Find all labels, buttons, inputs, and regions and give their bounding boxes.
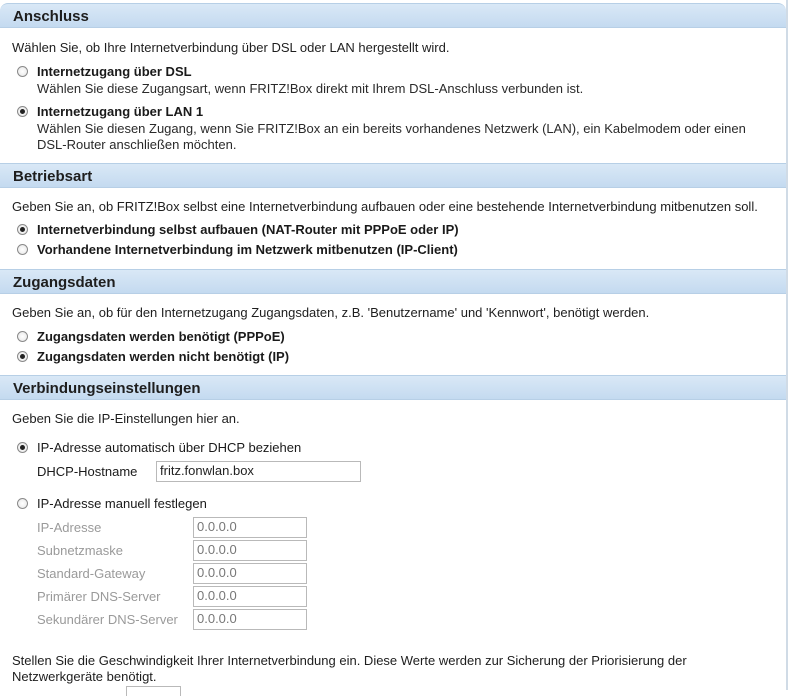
radio-lan-label[interactable]: Internetzugang über LAN 1 [37,104,204,119]
subnet-mask-input[interactable]: 0.0.0.0 [193,540,307,561]
zugangsdaten-description: Geben Sie an, ob für den Internetzugang Zugangsdaten, z.B. 'Benutzername' und 'Kennwort', benötigt werden. [12,305,650,320]
ip-address-label: IP-Adresse [37,520,102,535]
radio-ip-label[interactable]: Zugangsdaten werden nicht benötigt (IP) [37,349,290,364]
radio-lan[interactable] [17,106,28,117]
betriebsart-description: Geben Sie an, ob FRITZ!Box selbst eine Internetverbindung aufbauen oder eine bestehende Internetverbindung mitbenutzen soll. [12,199,758,214]
anschluss-description: Wählen Sie, ob Ihre Internetverbindung über DSL oder LAN hergestellt wird. [12,40,450,55]
radio-manual-ip[interactable] [17,498,28,509]
default-gateway-input[interactable]: 0.0.0.0 [193,563,307,584]
radio-ip-client-label[interactable]: Vorhandene Internetverbindung im Netzwerk mitbenutzen (IP-Client) [37,242,458,257]
ip-address-input[interactable]: 0.0.0.0 [193,517,307,538]
radio-dhcp-label[interactable]: IP-Adresse automatisch über DHCP beziehen [37,440,302,455]
verbindung-description: Geben Sie die IP-Einstellungen hier an. [12,411,240,426]
dhcp-hostname-label: DHCP-Hostname [37,464,138,479]
radio-dsl[interactable] [17,66,28,77]
speed-description-line2: Netzwerkgeräte benötigt. [12,669,157,684]
radio-lan-description-line2: DSL-Router anschließen möchten. [37,137,237,152]
radio-ip[interactable] [17,351,28,362]
primary-dns-input[interactable]: 0.0.0.0 [193,586,307,607]
radio-nat-router-label[interactable]: Internetverbindung selbst aufbauen (NAT-Router mit PPPoE oder IP) [37,222,459,237]
radio-lan-description-line1: Wählen Sie diesen Zugang, wenn Sie FRITZ!Box an ein bereits vorhandenes Netzwerk (LAN), ein Kabelmodem oder einen [37,121,746,136]
radio-pppoe[interactable] [17,331,28,342]
radio-pppoe-label[interactable]: Zugangsdaten werden benötigt (PPPoE) [37,329,285,344]
subnet-mask-label: Subnetzmaske [37,543,123,558]
speed-input-partial[interactable] [126,686,181,696]
section-header-betriebsart: Betriebsart [0,163,786,188]
section-header-zugangsdaten: Zugangsdaten [0,269,786,294]
default-gateway-label: Standard-Gateway [37,566,146,581]
speed-description-line1: Stellen Sie die Geschwindigkeit Ihrer Internetverbindung ein. Diese Werte werden zur Sicherung der Priorisierung der [12,653,687,668]
section-header-verbindungseinstellungen: Verbindungseinstellungen [0,375,786,400]
primary-dns-label: Primärer DNS-Server [37,589,161,604]
secondary-dns-label: Sekundärer DNS-Server [37,612,178,627]
radio-dsl-label[interactable]: Internetzugang über DSL [37,64,192,79]
radio-nat-router[interactable] [17,224,28,235]
radio-dhcp[interactable] [17,442,28,453]
secondary-dns-input[interactable]: 0.0.0.0 [193,609,307,630]
section-header-anschluss: Anschluss [0,3,786,28]
radio-manual-ip-label[interactable]: IP-Adresse manuell festlegen [37,496,207,511]
radio-dsl-description: Wählen Sie diese Zugangsart, wenn FRITZ!Box direkt mit Ihrem DSL-Anschluss verbunden ist. [37,81,584,96]
radio-ip-client[interactable] [17,244,28,255]
dhcp-hostname-input[interactable]: fritz.fonwlan.box [156,461,361,482]
